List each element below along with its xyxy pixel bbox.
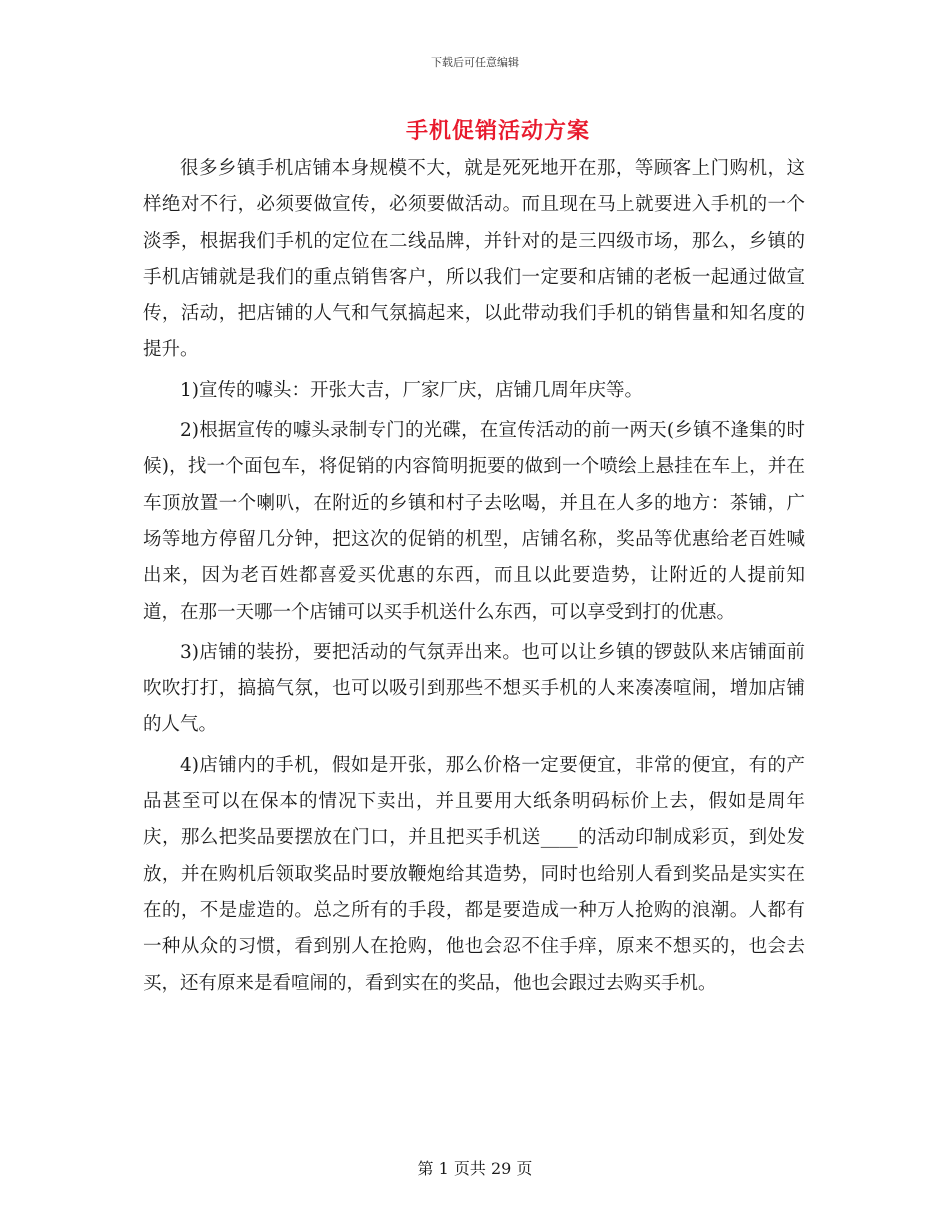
- document-body: [143, 151, 805, 1006]
- paragraph-intro: 很多乡镇手机店铺本身规模不大，就是死死地开在那，等顾客上门购机，这样绝对不行，必须要做宣传，必须要做活动。而且现在马上就要进入手机的一个淡季，根据我们手机的定位在二线品牌，并针对的是三四级市场，那么，乡镇的手机店铺就是我们的重点销售客户，所以我们一定要和店铺的老板一起通过做宣传，活动，把店铺的人气和气氛搞起来，以此带动我们手机的销售量和知名度的提升。: [143, 158, 805, 361]
- header-note: 下载后可任意编辑: [431, 56, 519, 69]
- paragraph-item-1: 1)宣传的噱头：开张大吉，厂家厂庆，店铺几周年庆等。: [180, 379, 643, 401]
- page-number: 第 1 页共 29 页: [417, 1159, 533, 1178]
- paragraph-item-3: 3)店铺的装扮，要把活动的气氛弄出来。也可以让乡镇的锣鼓队来店铺面前吹吹打打，搞搞气氛，也可以吸引到那些不想买手机的人来凑凑喧闹，增加店铺的人气。: [143, 641, 805, 736]
- paragraph-item-2: 2)根据宣传的噱头录制专门的光碟，在宣传活动的前一两天(乡镇不逢集的时候)，找一个面包车，将促销的内容简明扼要的做到一个喷绘上悬挂在车上，并在车顶放置一个喇叭，在附近的乡镇和村子去吆喝，并且在人多的地方：茶铺，广场等地方停留几分钟，把这次的促销的机型，店铺名称，奖品等优惠给老百姓喊出来，因为老百姓都喜爱买优惠的东西，而且以此要造势，让附近的人提前知道，在那一天哪一个店铺可以买手机送什么东西，可以享受到打的优惠。: [143, 420, 805, 623]
- paragraph-item-4: 4)店铺内的手机，假如是开张，那么价格一定要便宜，非常的便宜，有的产品甚至可以在保本的情况下卖出，并且要用大纸条明码标价上去，假如是周年庆，那么把奖品要摆放在门口，并且把买手机送____的活动印制成彩页，到处发放，并在购机后领取奖品时要放鞭炮给其造势，同时也给别人看到奖品是实实在在的，不是虚造的。总之所有的手段，都是要造成一种万人抢购的浪潮。人都有一种从众的习惯，看到别人在抢购，他也会忍不住手痒，原来不想买的，也会去买，还有原来是看喧闹的，看到实在的奖品，他也会跟过去购买手机。: [143, 754, 805, 994]
- document-title: 手机促销活动方案: [405, 118, 590, 144]
